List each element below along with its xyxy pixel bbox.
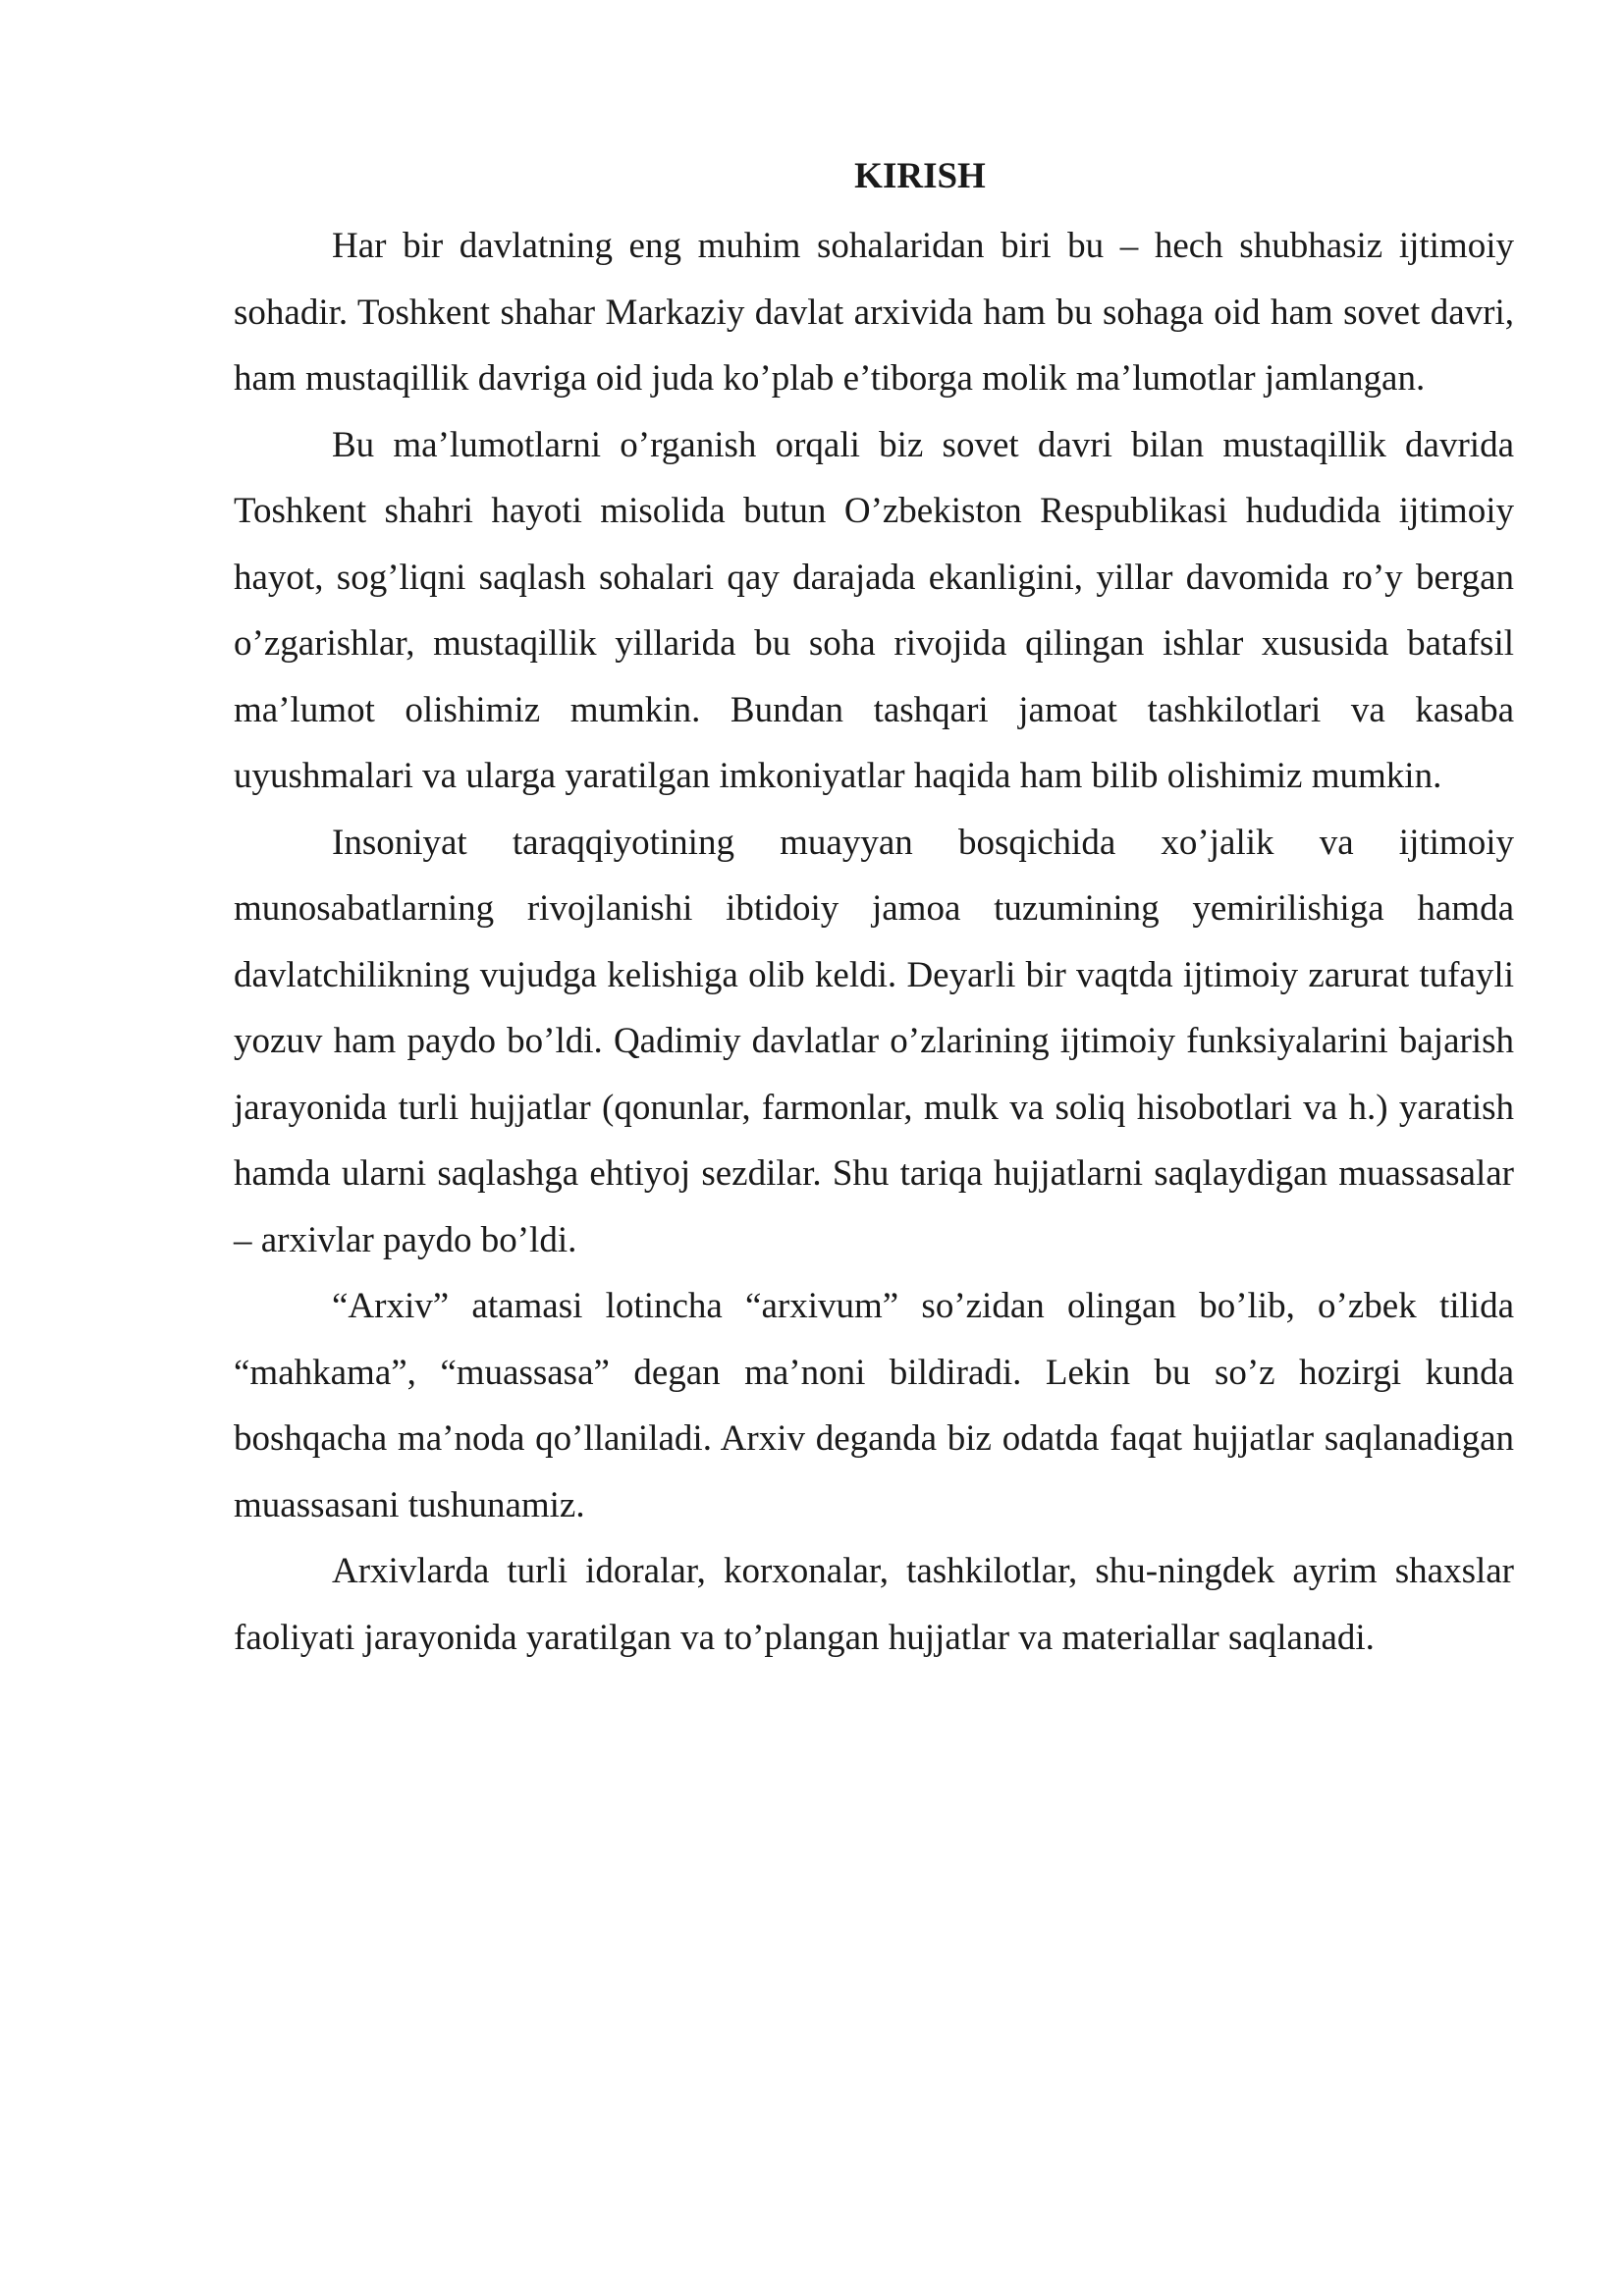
page-title: KIRISH bbox=[854, 156, 986, 196]
paragraph-1: Har bir davlatning eng muhim sohalaridan biri bu – hech shubhasiz ijtimoiy sohadir. Toshkent shahar Markaziy davlat arxivida ham bu sohaga oid ham sovet davri, ham mustaqillik davriga oid juda ko’plab e’tiborga molik ma’lumotlar jamlangan. bbox=[234, 226, 1514, 399]
paragraph-2: Bu ma’lumotlarni o’rganish orqali biz sovet davri bilan mustaqillik davrida Toshkent shahri hayoti misolida butun O’zbekiston Respublikasi hududida ijtimoiy hayot, sog’liqni saqlash sohalari qay darajada ekanligini, yillar davomida ro’y bergan o’zgarishlar, mustaqillik yillarida bu soha rivojida qilingan ishlar xususida batafsil ma’lumot olishimiz mumkin. Bundan tashqari jamoat tashkilotlari va kasaba uyushmalari va ularga yaratilgan imkoniyatlar haqida ham bilib olishimiz mumkin. bbox=[234, 424, 1514, 796]
document-body bbox=[234, 213, 1514, 1671]
paragraph-4: “Arxiv” atamasi lotincha “arxivum” so’zidan olingan bo’lib, o’zbek tilida “mahkama”, “muassasa” degan ma’noni bildiradi. Lekin bu so’z hozirgi kunda boshqacha ma’noda qo’llaniladi. Arxiv deganda biz odatda faqat hujjatlar saqlanadigan muassasani tushunamiz. bbox=[234, 1286, 1514, 1525]
paragraph-5: Arxivlarda turli idoralar, korxonalar, tashkilotlar, shu-ningdek ayrim shaxslar faoliyati jarayonida yaratilgan va to’plangan hujjatlar va materiallar saqlanadi. bbox=[234, 1551, 1514, 1658]
paragraph-3: Insoniyat taraqqiyotining muayyan bosqichida xo’jalik va ijtimoiy munosabatlarning rivojlanishi ibtidoiy jamoa tuzumining yemirilishiga hamda davlatchilikning vujudga kelishiga olib keldi. Deyarli bir vaqtda ijtimoiy zarurat tufayli yozuv ham paydo bo’ldi. Qadimiy davlatlar o’zlarining ijtimoiy funksiyalarini bajarish jarayonida turli hujjatlar (qonunlar, farmonlar, mulk va soliq hisobotlari va h.) yaratish hamda ularni saqlashga ehtiyoj sezdilar. Shu tariqa hujjatlarni saqlaydigan muassasalar – arxivlar paydo bo’ldi. bbox=[234, 822, 1514, 1260]
